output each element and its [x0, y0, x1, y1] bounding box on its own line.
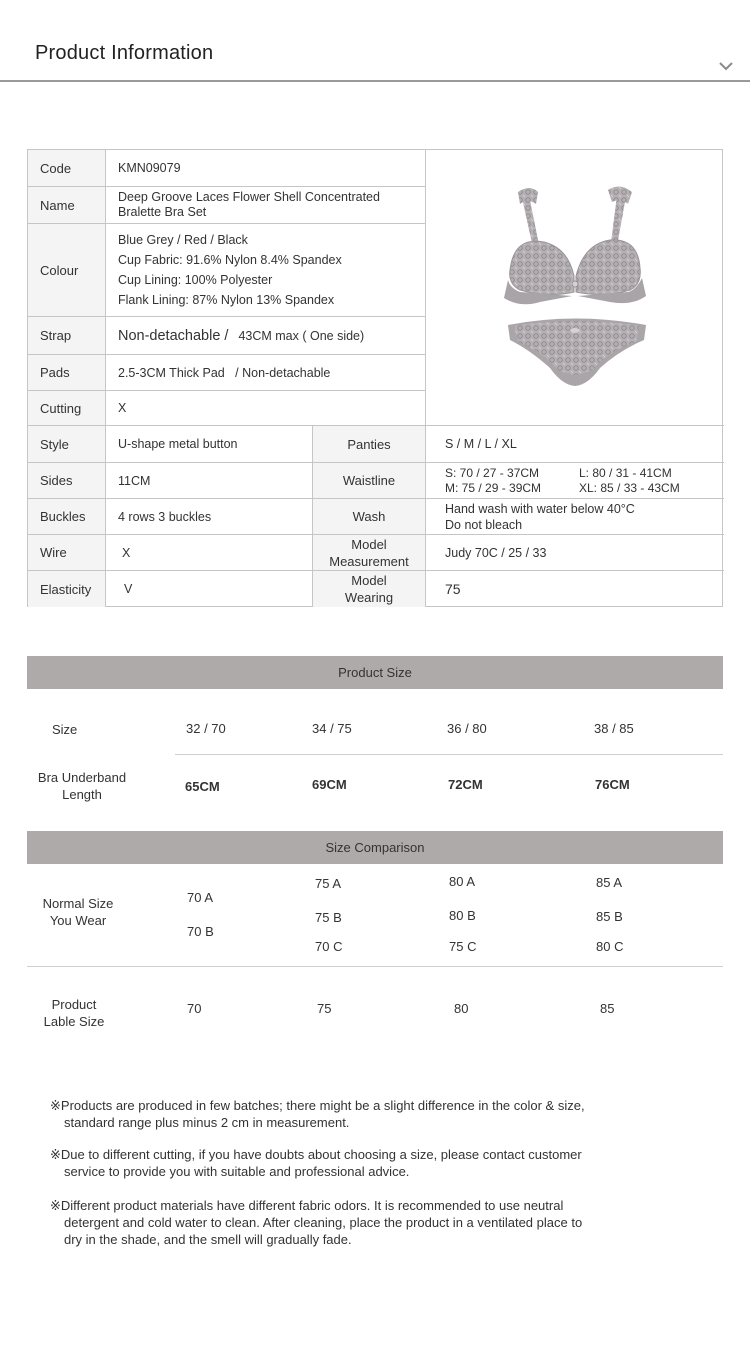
wire-label: Wire: [28, 535, 106, 571]
buckles-label: Buckles: [28, 499, 106, 535]
divider: [27, 966, 723, 967]
chevron-down-icon[interactable]: [718, 60, 734, 72]
sides-label: Sides: [28, 463, 106, 499]
elasticity-value: V: [106, 571, 313, 607]
normal-size-value: 75 C: [449, 939, 477, 954]
panties-label: Panties: [313, 426, 426, 463]
code-value: KMN09079: [106, 150, 426, 187]
buckles-value: 4 rows 3 buckles: [106, 499, 313, 535]
normal-size-value: 75 A: [315, 876, 342, 891]
normal-size-value: 80 B: [449, 908, 476, 923]
model-measurement-value: Judy 70C / 25 / 33: [426, 535, 724, 571]
divider: [175, 754, 723, 755]
product-size-header: Product Size: [27, 656, 723, 689]
waistline-label: Waistline: [313, 463, 426, 499]
normal-size-value: 75 B: [315, 910, 342, 925]
normal-size-label: Normal Size You Wear: [42, 896, 114, 928]
size-value: 34 / 75: [312, 721, 352, 736]
wash-label: Wash: [313, 499, 426, 535]
sides-value: 11CM: [106, 463, 313, 499]
normal-size-value: 85 A: [596, 875, 623, 890]
pads-value: 2.5-3CM Thick Pad / Non-detachable: [106, 355, 426, 391]
product-info-table: [27, 149, 723, 607]
strap-label: Strap: [28, 317, 106, 355]
underband-label: Bra Underband Length: [37, 770, 127, 802]
wash-value: Hand wash with water below 40°C Do not bleach: [426, 499, 724, 535]
normal-size-value: 70 B: [187, 924, 214, 939]
waistline-value: S: 70 / 27 - 37CM M: 75 / 29 - 39CM L: 80 / 31 - 41CM XL: 85 / 33 - 43CM: [426, 463, 724, 499]
cutting-value: X: [106, 391, 426, 426]
underband-value: 72CM: [448, 777, 483, 792]
normal-size-value: 70 A: [187, 890, 214, 905]
underband-value: 65CM: [185, 779, 220, 794]
lingerie-set-image: [500, 180, 650, 395]
size-comparison-header: Size Comparison: [27, 831, 723, 864]
lable-size-value: 85: [600, 1001, 615, 1016]
code-label: Code: [28, 150, 106, 187]
pads-label: Pads: [28, 355, 106, 391]
model-wearing-label: Model Wearing: [313, 571, 426, 607]
page-header: [0, 0, 750, 82]
note: ※Products are produced in few batches; there might be a slight difference in the color & size, standard range plus minus 2 cm in measurement.: [50, 1098, 585, 1130]
model-wearing-value: 75: [445, 581, 461, 597]
normal-size-value: 80 C: [596, 939, 624, 954]
elasticity-label: Elasticity: [28, 571, 106, 607]
underband-value: 69CM: [312, 777, 347, 792]
size-value: 38 / 85: [594, 721, 634, 736]
colour-value: Blue Grey / Red / Black Cup Fabric: 91.6% Nylon 8.4% Spandex Cup Lining: 100% Polyester Flank Lining: 87% Nylon 13% Spandex: [106, 224, 426, 317]
normal-size-value: 70 C: [315, 939, 343, 954]
lable-size-value: 80: [454, 1001, 469, 1016]
page-title: Product Information: [35, 42, 214, 64]
strap-value: Non-detachable / 43CM max ( One side): [106, 317, 426, 355]
note: ※Different product materials have different fabric odors. It is recommended to use neutral detergent and cold water to clean. After cleaning, place the product in a ventilated place to dry in the shade, and the smell will gradually fade.: [50, 1198, 583, 1247]
cutting-label: Cutting: [28, 391, 106, 426]
name-value: Deep Groove Laces Flower Shell Concentrated Bralette Bra Set: [106, 187, 426, 224]
size-value: 36 / 80: [447, 721, 487, 736]
product-photo: [426, 150, 724, 426]
colour-label: Colour: [28, 224, 106, 317]
lable-size-value: 70: [187, 1001, 202, 1016]
size-value: 32 / 70: [186, 721, 226, 736]
lable-size-value: 75: [317, 1001, 332, 1016]
normal-size-value: 85 B: [596, 909, 623, 924]
note: ※Due to different cutting, if you have doubts about choosing a size, please contact customer service to provide you with suitable and professional advice.: [50, 1147, 582, 1179]
model-measurement-label: Model Measurement: [313, 535, 426, 571]
normal-size-value: 80 A: [449, 874, 476, 889]
wire-value: X: [106, 535, 313, 571]
style-value: U-shape metal button: [106, 426, 313, 463]
lable-size-label: Product Lable Size: [43, 997, 105, 1029]
style-label: Style: [28, 426, 106, 463]
size-label: Size: [52, 722, 78, 737]
panties-value: S / M / L / XL: [426, 426, 724, 463]
underband-value: 76CM: [595, 777, 630, 792]
name-label: Name: [28, 187, 106, 224]
